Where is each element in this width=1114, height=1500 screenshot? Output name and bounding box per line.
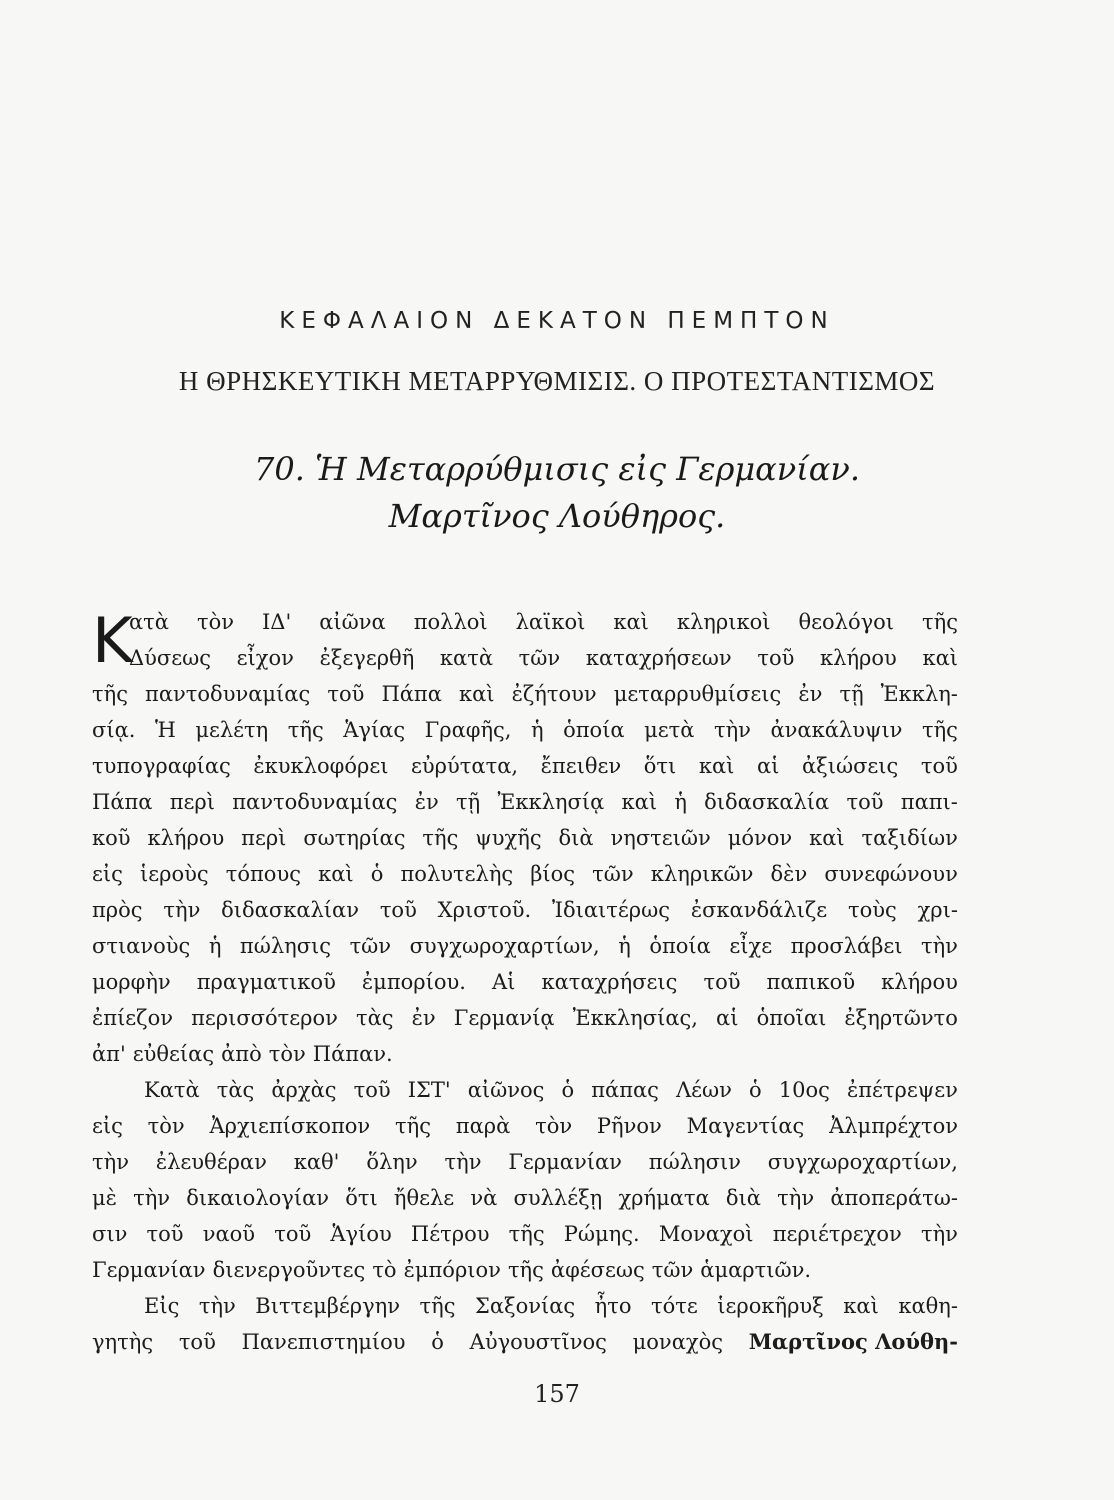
- text-line: Πάπα περὶ παντοδυναμίας ἐν τῇ Ἐκκλησίᾳ καὶ ἡ διδασκαλία τοῦ παπι-: [92, 790, 958, 814]
- text-line: εἰς τὸν Ἀρχιεπίσκοπον τῆς παρὰ τὸν Ρῆνον Μαγεντίας Ἀλμπρέχτον: [92, 1114, 958, 1138]
- text-line: τὴν ἐλευθέραν καθ' ὅλην τὴν Γερμανίαν πώλησιν συγχωροχαρτίων,: [92, 1150, 958, 1174]
- text-line: γητὴς τοῦ Πανεπιστημίου ὁ Αὐγουστῖνος μοναχὸς Μαρτῖνος Λούθη-: [92, 1329, 958, 1354]
- text-line: τυπογραφίας ἐκυκλοφόρει εὐρύτατα, ἔπειθεν ὅτι καὶ αἱ ἀξιώσεις τοῦ: [92, 754, 958, 778]
- text-line: μὲ τὴν δικαιολογίαν ὅτι ἤθελε νὰ συλλέξῃ χρήματα διὰ τὴν ἀποπεράτω-: [92, 1186, 958, 1210]
- text-line: Γερμανίαν διενεργοῦντες τὸ ἐμπόριον τῆς ἀφέσεως τῶν ἁμαρτιῶν.: [92, 1258, 812, 1282]
- text-line: σίᾳ. Ἡ μελέτη τῆς Ἁγίας Γραφῆς, ἡ ὁποία μετὰ τὴν ἀνακάλυψιν τῆς: [92, 718, 958, 742]
- chapter-heading: ΚΕΦΑΛΑΙΟΝ ΔΕΚΑΤΟΝ ΠΕΜΠΤΟΝ: [279, 308, 835, 334]
- section-title-line-1: 70. Ἡ Μεταρρύθμισις εἰς Γερμανίαν.: [253, 450, 861, 488]
- text-line: Εἰς τὴν Βιττεμβέργην τῆς Σαξονίας ἦτο τότε ἱεροκῆρυξ καὶ καθη-: [144, 1294, 958, 1318]
- text-line: ατὰ τὸν ΙΔ' αἰῶνα πολλοὶ λαϊκοὶ καὶ κληρικοὶ θεολόγοι τῆς: [129, 610, 958, 634]
- text-line: κοῦ κλήρου περὶ σωτηρίας τῆς ψυχῆς διὰ νηστειῶν μόνον καὶ ταξιδίων: [92, 826, 958, 850]
- text-line: πρὸς τὴν διδασκαλίαν τοῦ Χριστοῦ. Ἰδιαιτέρως ἐσκανδάλιζε τοὺς χρι-: [92, 898, 958, 922]
- chapter-subtitle: Η ΘΡΗΣΚΕΥΤΙΚΗ ΜΕΤΑΡΡΥΘΜΙΣΙΣ. Ο ΠΡΟΤΕΣΤΑΝΤΙΣΜΟΣ: [178, 366, 936, 396]
- text-line: Κατὰ τὰς ἀρχὰς τοῦ ΙΣΤ' αἰῶνος ὁ πάπας Λέων ὁ 10ος ἐπέτρεψεν: [144, 1078, 958, 1102]
- section-title-line-2: Μαρτῖνος Λούθηρος.: [388, 497, 726, 535]
- text-line: εἰς ἱεροὺς τόπους καὶ ὁ πολυτελὴς βίος τῶν κληρικῶν δὲν συνεφώνουν: [92, 862, 958, 886]
- bold-name: Μαρτῖνος Λούθη-: [748, 1329, 958, 1354]
- text-line: σιν τοῦ ναοῦ τοῦ Ἁγίου Πέτρου τῆς Ρώμης. Μοναχοὶ περιέτρεχον τὴν: [92, 1222, 958, 1246]
- section-title: [0, 446, 1114, 540]
- text-line: στιανοὺς ἡ πώλησις τῶν συγχωροχαρτίων, ἡ ὁποία εἶχε προσλάβει τὴν: [92, 934, 958, 958]
- drop-cap: Κ: [92, 604, 133, 677]
- body-text: [92, 604, 958, 1360]
- text-line: ἐπίεζον περισσότερον τὰς ἐν Γερμανίᾳ Ἐκκλησίας, αἱ ὁποῖαι ἐξηρτῶντο: [92, 1006, 958, 1030]
- text-line: ἀπ' εὐθείας ἀπὸ τὸν Πάπαν.: [92, 1042, 393, 1066]
- page-number: 157: [534, 1380, 580, 1408]
- text-line: τῆς παντοδυναμίας τοῦ Πάπα καὶ ἐζήτουν μεταρρυθμίσεις ἐν τῇ Ἐκκλη-: [92, 682, 958, 706]
- text-line: μορφὴν πραγματικοῦ ἐμπορίου. Αἱ καταχρήσεις τοῦ παπικοῦ κλήρου: [92, 970, 958, 994]
- text-line: Δύσεως εἶχον ἐξεγερθῆ κατὰ τῶν καταχρήσεων τοῦ κλήρου καὶ: [129, 646, 958, 670]
- paragraphs: [92, 604, 958, 1360]
